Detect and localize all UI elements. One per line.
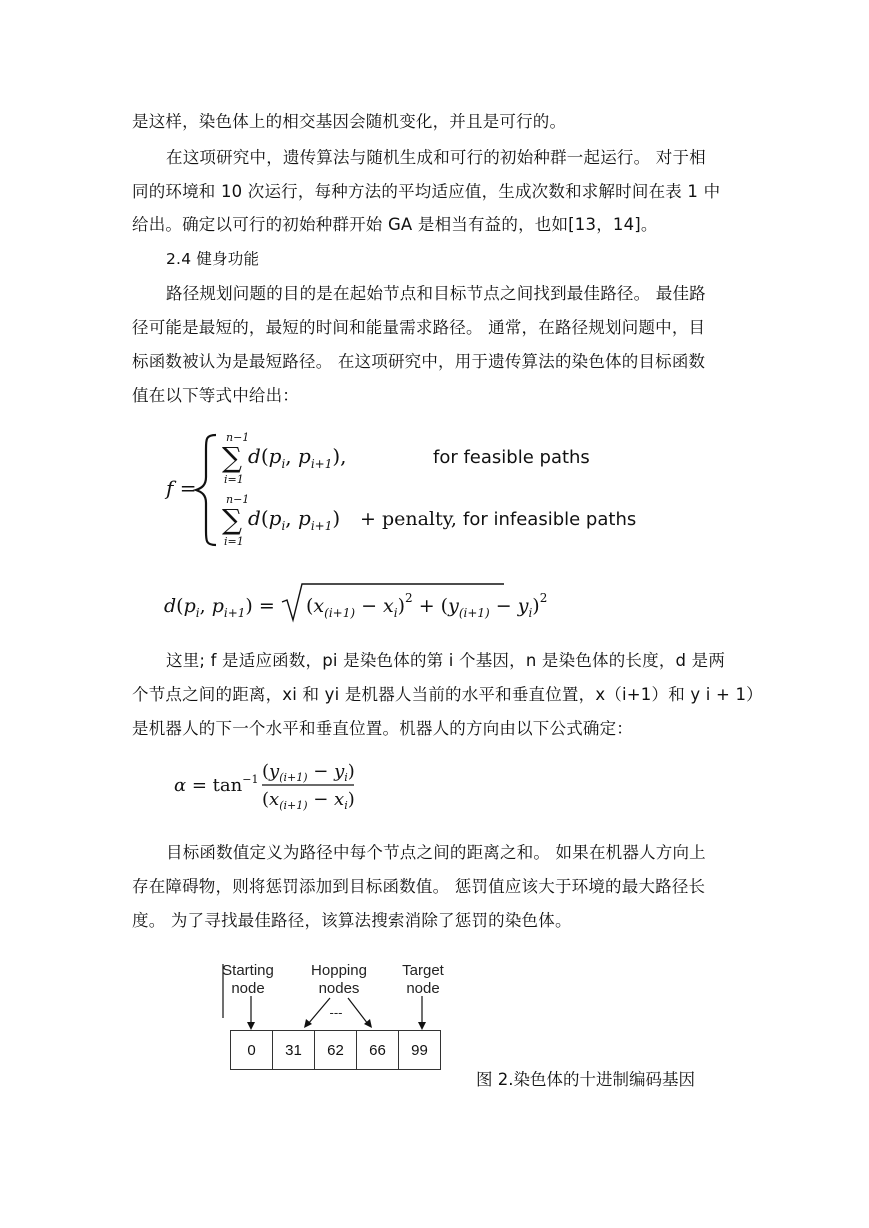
gene-cell: 62	[315, 1031, 357, 1069]
dashes-label: ---	[329, 1005, 343, 1020]
svg-text:(x(i+1) − xi): $(x_{(i+1)} - x_i)$	[262, 789, 355, 812]
gene-cells	[230, 1030, 441, 1070]
svg-text:(x(i+1) − xi)2 + (y(i+1) − yi): $(x_{(i+1)} - x_i)^2 + (y_{(i+1)} - y_i)^2$	[306, 591, 548, 620]
svg-text:d(pi, pi+1),: $d(p_i$, $p_{i+1}$),	[248, 444, 347, 471]
svg-text:i=1: i=1	[224, 473, 244, 486]
paragraph-line: 同的环境和 10 次运行，每种方法的平均适应值，生成次数和求解时间在表 1 中	[132, 182, 721, 201]
distance-formula-graphic	[160, 578, 548, 626]
paragraph-line: 标函数被认为是最短路径。 在这项研究中，用于遗传算法的染色体的目标函数	[132, 352, 706, 371]
chromosome-diagram	[220, 958, 450, 1078]
paragraph-line: 是这样，染色体上的相交基因会随机变化，并且是可行的。	[132, 112, 567, 131]
svg-text:d(pi, pi+1): $d(p_i$, $p_{i+1}$)	[248, 506, 341, 533]
gene-cell: 31	[273, 1031, 315, 1069]
formula-case2-text: for infeasible paths	[463, 509, 637, 530]
formula-case1-text: for feasible paths	[433, 447, 590, 468]
svg-text:i=1: i=1	[224, 535, 244, 548]
paragraph-line: 度。 为了寻找最佳路径，该算法搜索消除了惩罚的染色体。	[132, 911, 572, 930]
svg-text:∑: ∑	[222, 503, 242, 536]
distance-formula	[160, 578, 548, 626]
svg-text:(y(i+1) − yi): $(y_{(i+1)} - y_i)$	[262, 761, 355, 784]
paragraph-line: 存在障碍物，则将惩罚添加到目标函数值。 惩罚值应该大于环境的最大路径长	[132, 877, 706, 896]
fitness-formula	[160, 425, 637, 550]
paragraph-line: 这里; f 是适应函数，pi 是染色体的第 i 个基因，n 是染色体的长度，d 是两	[166, 651, 726, 670]
paragraph-line: 给出。确定以可行的初始种群开始 GA 是相当有益的，也如[13，14]。	[132, 215, 658, 234]
label-hopping-nodes: Hopping nodes	[311, 962, 367, 997]
svg-text:n−1: n−1	[226, 431, 250, 444]
paragraph-line: 路径规划问题的目的是在起始节点和目标节点之间找到最佳路径。 最佳路	[166, 284, 706, 303]
paragraph-line: 目标函数值定义为路径中每个节点之间的距离之和。 如果在机器人方向上	[166, 843, 706, 862]
angle-formula	[170, 755, 390, 817]
paragraph-line: 是机器人的下一个水平和垂直位置。机器人的方向由以下公式确定：	[132, 719, 633, 738]
angle-formula-graphic	[170, 755, 390, 817]
svg-text:∑: ∑	[222, 441, 242, 474]
gene-cell: 0	[231, 1031, 273, 1069]
svg-text:d(pi, pi+1) =: $d(p_i$, $p_{i+1}$) =	[164, 595, 275, 620]
paragraph-line: 个节点之间的距离，xi 和 yi 是机器人当前的水平和垂直位置，x（i+1）和 y i + 1）	[132, 685, 763, 704]
paragraph-line: 径可能是最短的，最短的时间和能量需求路径。 通常，在路径规划问题中，目	[132, 318, 706, 337]
paragraph-line: 在这项研究中，遗传算法与随机生成和可行的初始种群一起运行。 对于相	[166, 148, 706, 167]
gene-cell: 66	[357, 1031, 399, 1069]
formula-penalty: + penalty,	[360, 508, 457, 530]
figure-caption: 图 2.染色体的十进制编码基因	[476, 1070, 695, 1089]
formula-lhs: f =	[166, 476, 197, 500]
label-starting-node: Starting node	[222, 962, 274, 997]
svg-text:α = tan−1: $\alpha = \tan^{-1}$	[174, 773, 259, 796]
svg-text:n−1: n−1	[226, 493, 250, 506]
section-heading: 2.4 健身功能	[166, 250, 260, 268]
label-target-node: Target node	[402, 962, 444, 997]
gene-cell: 99	[411, 1041, 428, 1059]
paragraph-line: 值在以下等式中给出：	[132, 386, 299, 405]
fitness-formula-graphic	[160, 425, 637, 550]
